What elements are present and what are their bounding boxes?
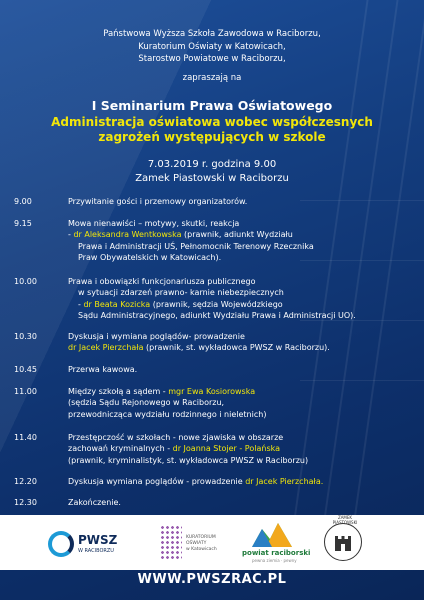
agenda-line: Przerwa kawowa.	[68, 365, 138, 374]
agenda-line	[68, 386, 412, 397]
organizer-1: Państwowa Wyższa Szkoła Zawodowa w Raciborzu,	[103, 29, 321, 39]
agenda-desc	[68, 497, 412, 508]
agenda-line: (sędzia Sądu Rejonowego w Raciborzu,	[68, 398, 225, 408]
kuratorium-line: OŚWIATY	[186, 541, 207, 546]
speaker-name: dr Beata Kozicka	[83, 299, 151, 309]
kuratorium-dots-icon	[160, 525, 182, 561]
seminar-subtitle	[0, 115, 424, 145]
agenda-desc	[68, 386, 412, 420]
topic: zachowań kryminalnych -	[68, 444, 173, 454]
speaker-prefix: -	[78, 299, 84, 309]
kuratorium-line: w Katowicach	[186, 547, 217, 552]
agenda-line: Przywitanie gości i przemowy organizatorów.	[68, 197, 248, 206]
speaker-prefix: -	[68, 230, 74, 240]
agenda-desc	[68, 276, 412, 322]
agenda-time: 11.40	[14, 433, 37, 442]
agenda-line: Dyskusja i wymiana poglądów- prowadzenie	[68, 332, 245, 341]
event-venue: Zamek Piastowski w Raciborzu	[135, 173, 289, 184]
speaker-role: (prawnik, adiunkt Wydziału	[181, 230, 293, 240]
agenda-line: w sytuacji zdarzeń prawno- karnie niebezpiecznych	[78, 288, 284, 298]
kuratorium-logo	[160, 521, 230, 565]
powiat-logo-text: powiat raciborski	[242, 549, 311, 557]
pwsz-logo	[48, 521, 128, 565]
agenda-line: Mowa nienawiści – motywy, skutki, reakcja	[68, 219, 240, 228]
topic: Dyskusja wymiana poglądów - prowadzenie	[68, 477, 246, 486]
agenda-time: 10.30	[14, 332, 37, 341]
agenda-time: 10.45	[14, 365, 37, 374]
speaker-name: mgr Ewa Kosiorowska	[168, 387, 256, 396]
agenda-line	[68, 299, 412, 310]
seminar-title: I Seminarium Prawa Oświatowego	[91, 98, 333, 113]
agenda-line	[68, 342, 412, 353]
subtitle-line-2: zagrożeń występujących w szkole	[98, 130, 326, 144]
agenda-line: Zakończenie.	[68, 498, 121, 507]
website-url[interactable]: WWW.PWSZRAC.PL	[137, 572, 287, 587]
speaker-name: dr Aleksandra Wentkowska	[73, 230, 182, 240]
speaker-name: dr Joanna Stojer - Polańska	[172, 444, 280, 454]
seal-text: ZAMEK PIASTOWSKI	[332, 515, 358, 525]
agenda-desc	[68, 331, 412, 354]
agenda-desc	[68, 364, 412, 375]
agenda-line	[68, 443, 412, 454]
agenda-line: (prawnik, kryminalistyk, st. wykładowca PWSZ w Raciborzu)	[68, 455, 309, 465]
event-datetime	[0, 158, 424, 186]
invite-text: zapraszają na	[182, 73, 242, 83]
mountains-icon	[252, 521, 292, 547]
agenda-line: Sądu Administracyjnego, adiunkt Wydziału Prawa i Administracji UO).	[78, 311, 356, 321]
agenda-line	[68, 229, 412, 240]
speaker-role: (prawnik, st. wykładowca PWSZ w Raciborzu).	[143, 343, 330, 353]
bg-line	[300, 380, 424, 381]
subtitle-line-1: Administracja oświatowa wobec współczesnych	[51, 115, 373, 129]
speaker-role: (prawnik, sędzia Wojewódzkiego	[150, 299, 283, 309]
partner-logos	[0, 515, 424, 570]
zamek-seal-logo	[324, 515, 364, 565]
kuratorium-line: KURATORIUM	[186, 535, 216, 540]
agenda-desc	[68, 196, 412, 207]
organizer-2: Kuratorium Oświaty w Katowicach,	[138, 41, 286, 52]
agenda-line	[68, 476, 412, 487]
pwsz-logo-subtext: W RACIBORZU	[78, 548, 114, 554]
agenda-desc	[68, 476, 412, 487]
castle-icon	[333, 533, 353, 551]
agenda-time: 10.00	[14, 277, 37, 286]
agenda-time: 12.30	[14, 498, 37, 507]
powiat-logo-subtext: pewna ziemia · pewny	[252, 558, 297, 563]
kuratorium-logo-text	[186, 535, 217, 553]
speaker-name: dr Jacek Pierzchała	[68, 343, 144, 353]
pwsz-ring-icon	[48, 531, 74, 557]
pwsz-logo-text: PWSZ	[78, 533, 118, 547]
agenda-line: Praw Obywatelskich w Katowicach).	[78, 253, 222, 263]
speaker-name: dr Jacek Pierzchała.	[245, 477, 324, 486]
agenda-line: Prawa i Administracji UŚ, Pełnomocnik Terenowy Rzecznika	[78, 241, 314, 251]
agenda-desc	[68, 432, 412, 466]
agenda-line: Przestępczość w szkołach - nowe zjawiska w obszarze	[68, 433, 284, 442]
event-date: 7.03.2019 r. godzina 9.00	[147, 159, 277, 170]
topic: Między szkołą a sądem -	[68, 387, 169, 396]
agenda-time: 11.00	[14, 387, 37, 396]
organizers	[0, 28, 424, 66]
powiat-logo	[242, 521, 311, 565]
agenda-line: przewodnicząca wydziału rodzinnego i nieletnich)	[68, 409, 267, 419]
agenda-line: Prawa i obowiązki funkcjonariusza publicznego	[68, 277, 256, 286]
agenda-time: 12.20	[14, 477, 37, 486]
agenda-time: 9.15	[14, 219, 32, 228]
agenda-desc	[68, 218, 412, 264]
agenda-time: 9.00	[14, 197, 32, 206]
organizer-3: Starostwo Powiatowe w Raciborzu,	[138, 54, 286, 64]
